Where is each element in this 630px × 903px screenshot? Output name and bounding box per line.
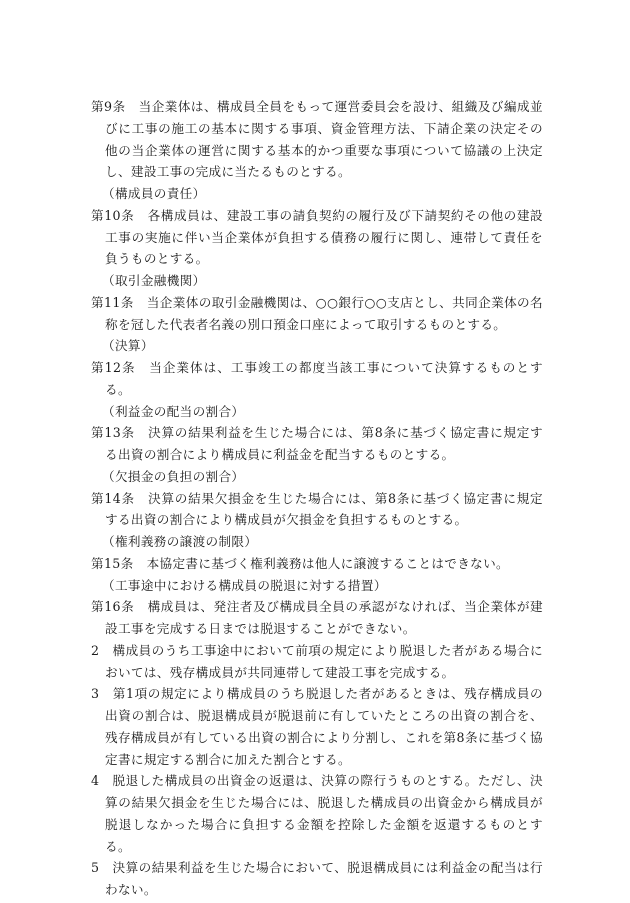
- article-label: 第12条: [91, 360, 136, 375]
- heading-bank: （取引金融機関）: [102, 273, 206, 288]
- paragraph-text: 第1項の規定により構成員のうち脱退した者があるときは、残存構成員の出資の割合は、脱退構成員が脱退前に有していたところの出資の割合を、残存構成員が有している出資の割合により分割し、これを第8条に基づく協定書に規定する割合に加えた割合とする。: [105, 686, 543, 767]
- article-12: [91, 357, 543, 401]
- paragraph-number: 4: [91, 773, 100, 789]
- article-11: [91, 292, 543, 336]
- paragraph-text: 構成員のうち工事途中において前項の規定により脱退した者がある場合においては、残存構成員が共同連帯して建設工事を完成する。: [105, 642, 543, 680]
- paragraph-text: 脱退した構成員の出資金の返還は、決算の際行うものとする。ただし、決算の結果欠損金を生じた場合には、脱退した構成員の出資金から構成員が脱退しなかった場合に負担する金額を控除した金額を返還するものとする。: [105, 773, 543, 854]
- article-label: 第13条: [91, 425, 135, 441]
- article-10: [91, 205, 543, 270]
- article-16-paragraph-3: [91, 683, 543, 770]
- article-text: 本協定書に基づく権利義務は他人に譲渡することはできない。: [146, 555, 510, 571]
- heading-loss-burden: （欠損金の負担の割合）: [102, 468, 245, 484]
- article-text: 構成員は、発注者及び構成員全員の承認がなければ、当企業体が建設工事を完成する日までは脱退することができない。: [105, 599, 544, 636]
- article-15: [91, 553, 543, 575]
- article-label: 第10条: [91, 207, 135, 223]
- article-text: 当企業体は、工事竣工の都度当該工事について決算するものとする。: [105, 360, 543, 397]
- article-14: [91, 488, 543, 532]
- article-text: 決算の結果欠損金を生じた場合には、第8条に基づく協定書に規定する出資の割合により構成員が欠損金を負担するものとする。: [105, 490, 544, 528]
- article-label: 第16条: [91, 599, 135, 615]
- article-label: 第9条: [91, 99, 126, 114]
- heading-profit-distribution: （利益金の配当の割合）: [102, 403, 245, 419]
- article-13: [91, 422, 543, 466]
- article-16-paragraph-5: [91, 857, 543, 901]
- article-16: [91, 596, 543, 640]
- paragraph-number: 3: [91, 686, 100, 702]
- article-label: 第15条: [91, 555, 134, 571]
- heading-member-responsibility: （構成員の責任）: [102, 186, 206, 201]
- heading-withdrawal: （工事途中における構成員の脱退に対する措置）: [102, 577, 387, 593]
- article-16-paragraph-4: [91, 770, 543, 857]
- article-16-paragraph-2: [91, 640, 543, 684]
- paragraph-number: 2: [91, 642, 100, 658]
- article-text: 当企業体は、構成員全員をもって運営委員会を設け、組織及び編成並びに工事の施工の基本に関する事項、資金管理方法、下請企業の決定その他の当企業体の運営に関する基本的かつ重要な事項について協議の上決定し、建設工事の完成に当たるものとする。: [105, 99, 543, 180]
- heading-settlement: （決算）: [102, 338, 154, 354]
- article-9: [91, 96, 543, 183]
- article-text: 決算の結果利益を生じた場合には、第8条に基づく協定書に規定する出資の割合により構成員に利益金を配当するものとする。: [105, 425, 544, 462]
- heading-transfer-restriction: （権利義務の譲渡の制限）: [102, 534, 258, 549]
- article-label: 第14条: [91, 490, 135, 506]
- article-text: 当企業体の取引金融機関は、○○銀行○○支店とし、共同企業体の名称を冠した代表者名義の別口預金口座によって取引するものとする。: [105, 294, 543, 332]
- document-page: [91, 96, 543, 901]
- paragraph-text: 決算の結果利益を生じた場合において、脱退構成員には利益金の配当は行わない。: [105, 860, 543, 897]
- article-text: 各構成員は、建設工事の請負契約の履行及び下請契約その他の建設工事の実施に伴い当企業体が負担する債務の履行に関し、連帯して責任を負うものとする。: [105, 207, 544, 267]
- article-label: 第11条: [91, 294, 134, 310]
- paragraph-number: 5: [91, 860, 100, 876]
